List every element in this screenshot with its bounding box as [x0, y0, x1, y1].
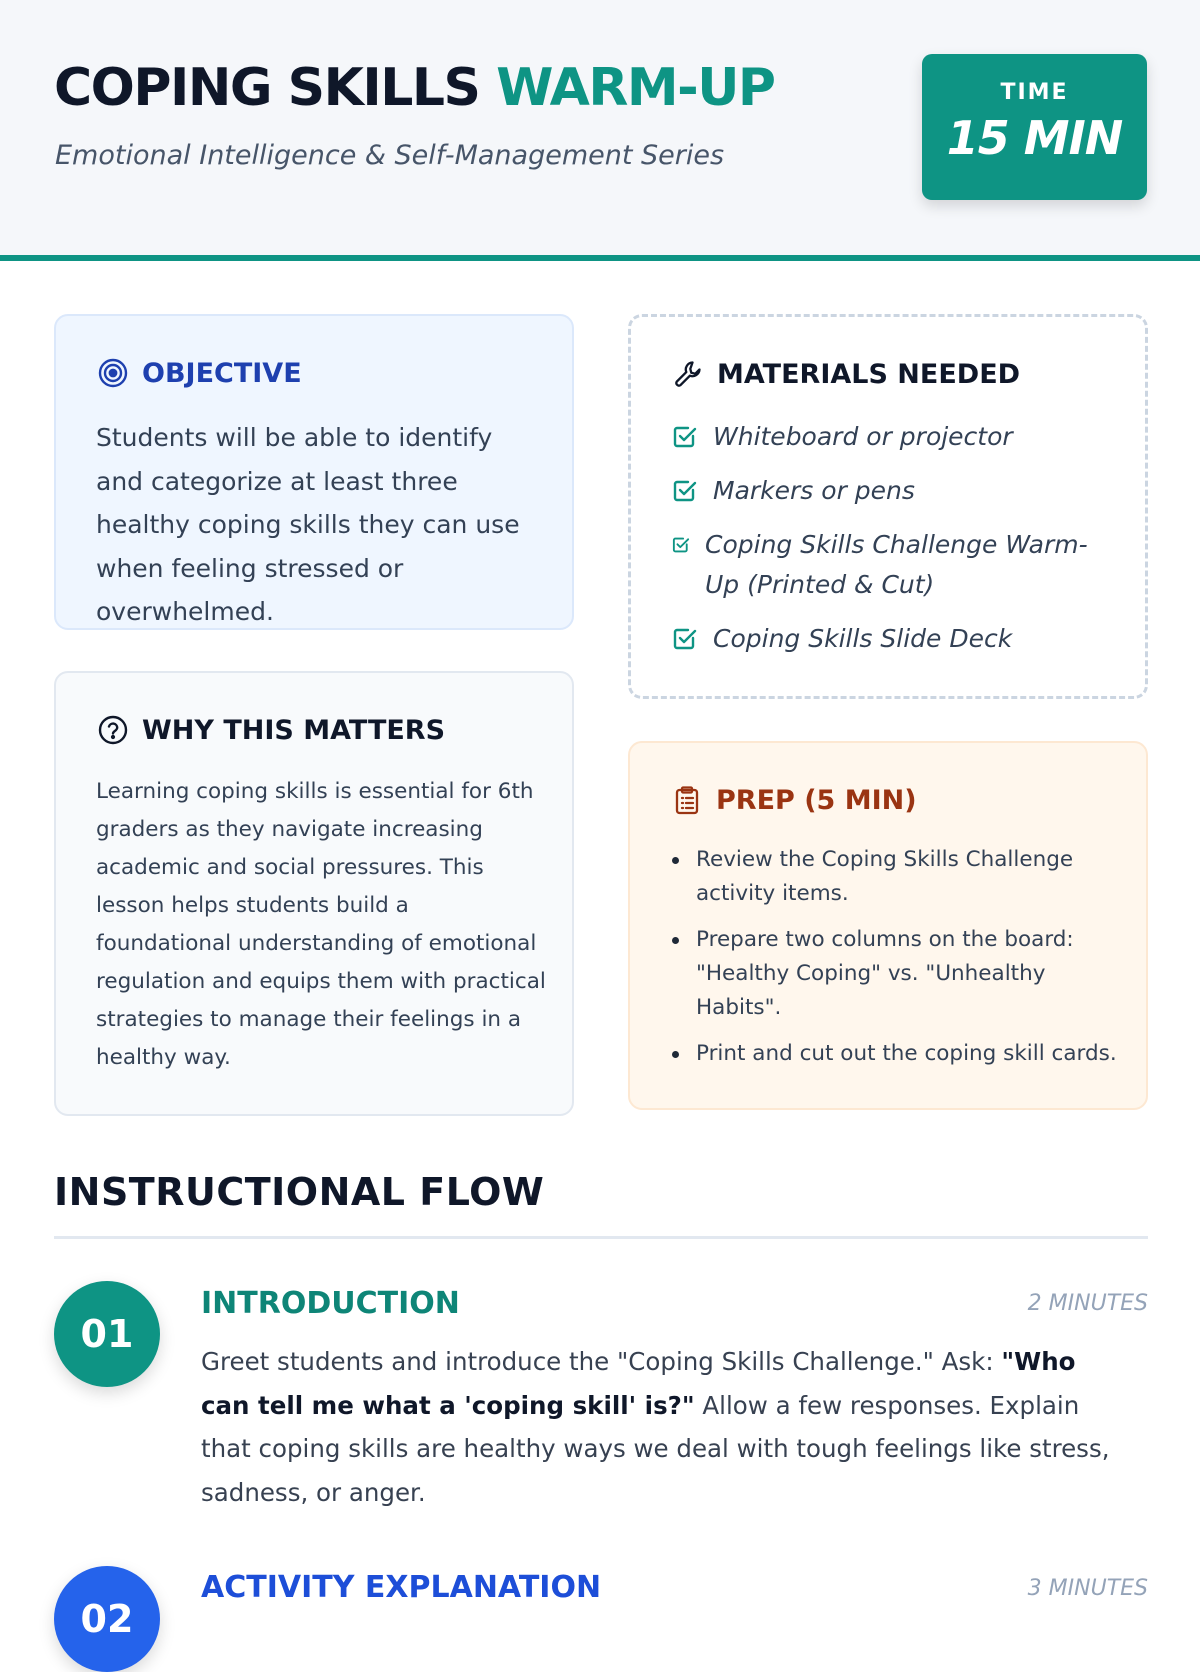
materials-header	[671, 357, 1020, 391]
prep-card	[628, 741, 1148, 1110]
materials-list	[671, 417, 1111, 673]
title-accent: WARM-UP	[496, 58, 775, 118]
list-item	[671, 417, 1111, 457]
checkbox-icon	[671, 477, 699, 505]
prep-list	[670, 843, 1120, 1083]
prep-item-text: Prepare two columns on the board: "Healthy Coping" vs. "Unhealthy Habits".	[696, 927, 1074, 1020]
question-circle-icon	[96, 713, 130, 747]
material-label: Coping Skills Challenge Warm-Up (Printed & Cut)	[705, 530, 1088, 599]
page-subtitle: Emotional Intelligence & Self-Management Series	[55, 140, 725, 171]
page-header	[0, 0, 1200, 261]
material-label: Markers or pens	[713, 476, 915, 505]
material-label: Whiteboard or projector	[713, 422, 1013, 451]
time-label: TIME	[1000, 80, 1069, 105]
list-item	[670, 1037, 1120, 1071]
step-title: ACTIVITY EXPLANATION	[201, 1570, 602, 1605]
checkbox-icon	[671, 625, 699, 653]
step-body	[201, 1340, 1121, 1514]
title-main: COPING SKILLS	[54, 58, 480, 118]
time-value: 15 MIN	[946, 111, 1123, 165]
step-duration: 2 MINUTES	[1027, 1291, 1148, 1316]
section-title: INSTRUCTIONAL FLOW	[54, 1170, 545, 1214]
why-card	[54, 671, 574, 1116]
materials-card	[628, 314, 1148, 699]
material-label: Coping Skills Slide Deck	[713, 624, 1013, 653]
prep-header	[670, 783, 917, 817]
prep-heading: PREP (5 MIN)	[716, 784, 917, 816]
target-icon	[96, 356, 130, 390]
section-divider	[54, 1236, 1148, 1239]
objective-card	[54, 314, 574, 630]
step-duration: 3 MINUTES	[1027, 1576, 1148, 1601]
step-body-question: "Who can tell me what a 'coping skill' is?"	[201, 1347, 1076, 1420]
checkbox-icon	[671, 423, 699, 451]
objective-heading: OBJECTIVE	[142, 357, 302, 389]
step-body-text: Greet students and introduce the "Coping Skills Challenge." Ask:	[201, 1347, 1002, 1376]
checkbox-icon	[671, 535, 691, 555]
list-item	[670, 843, 1120, 911]
page-title	[54, 56, 775, 120]
wrench-icon	[671, 357, 705, 391]
time-badge	[922, 54, 1147, 200]
list-item	[670, 923, 1120, 1025]
why-text: Learning coping skills is essential for 6th graders as they navigate increasing academic and social pressures. This lesson helps students build a foundational understanding of emotional regulation and equips them with practical strategies to manage their feelings in a healthy way.	[96, 779, 546, 1070]
step-number-badge: 02	[54, 1566, 160, 1672]
list-item	[671, 619, 1111, 659]
list-item	[671, 525, 1111, 605]
why-heading: WHY THIS MATTERS	[142, 714, 446, 746]
clipboard-icon	[670, 783, 704, 817]
step-title: INTRODUCTION	[201, 1286, 460, 1321]
step-body-text: Allow a few responses. Explain that coping skills are healthy ways we deal with tough feelings like stress, sadness, or anger.	[201, 1390, 1110, 1507]
materials-heading: MATERIALS NEEDED	[717, 358, 1021, 390]
why-header	[96, 713, 445, 747]
objective-header	[96, 356, 302, 390]
prep-item-text: Review the Coping Skills Challenge activity items.	[696, 847, 1074, 906]
prep-item-text: Print and cut out the coping skill cards.	[696, 1041, 1117, 1066]
objective-text: Students will be able to identify and categorize at least three healthy coping skills they can use when feeling stressed or overwhelmed.	[96, 423, 520, 626]
step-number-badge: 01	[54, 1281, 160, 1387]
list-item	[671, 471, 1111, 511]
